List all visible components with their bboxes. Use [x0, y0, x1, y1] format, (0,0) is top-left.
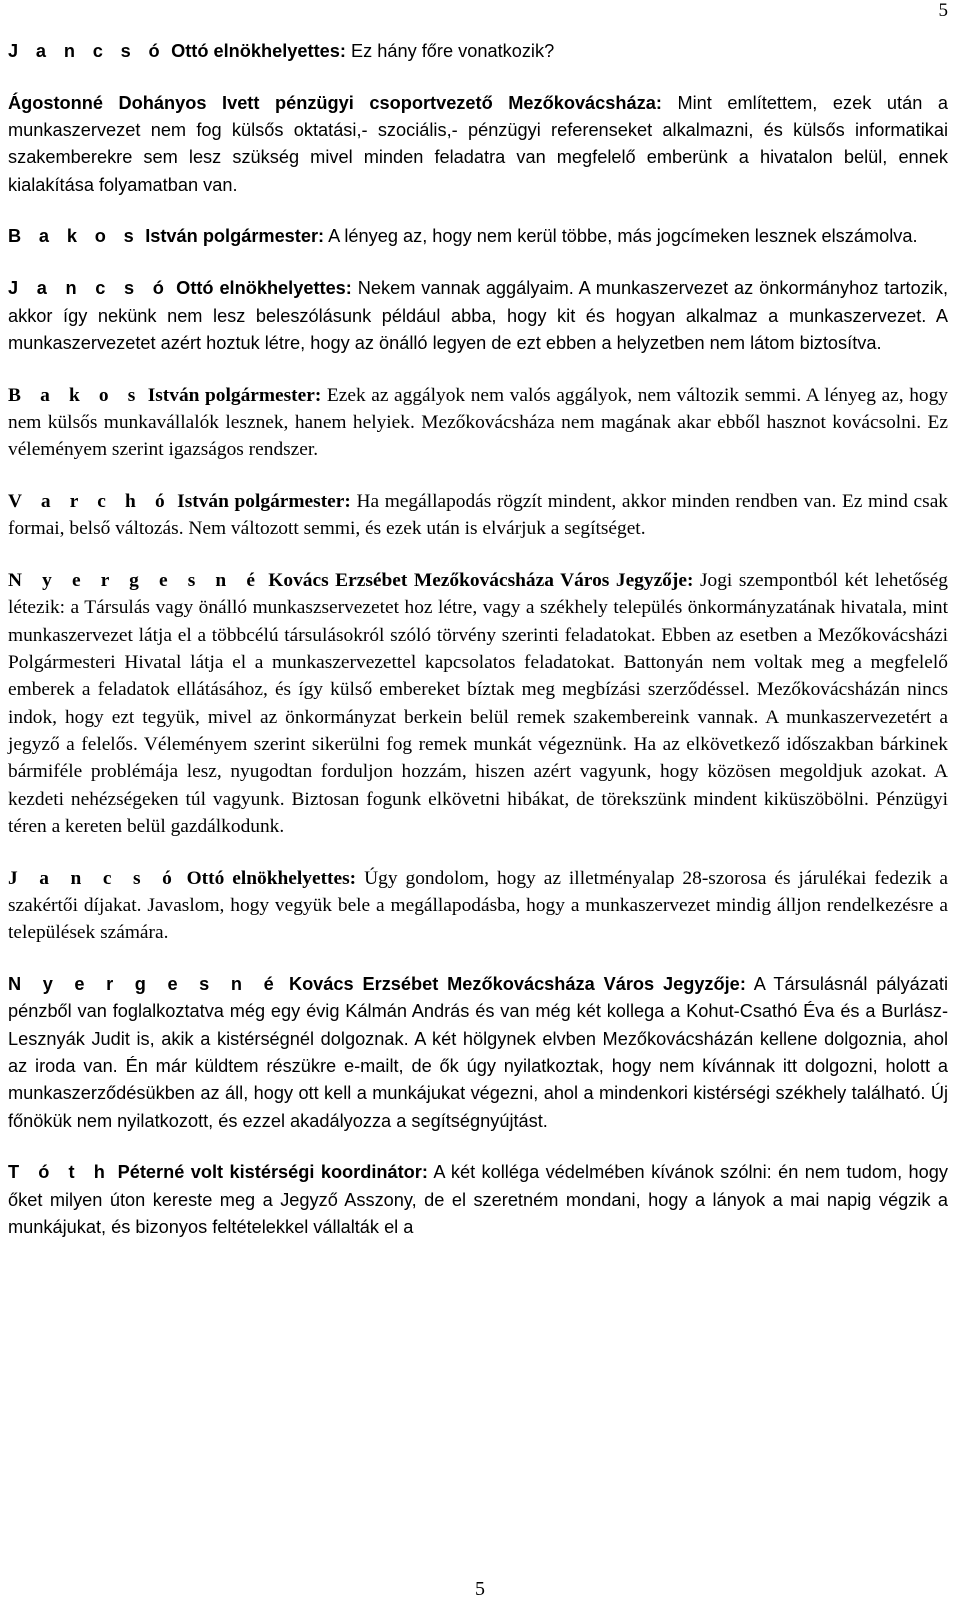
paragraph-text: Mint említettem, ezek után a munkaszervezet nem fog külsős oktatási,- szociális,- pénzügyi referenseket alkalmazni, és külsős informatikai szakemberekre sem lesz szükség mivel minden feladatra van megfelelő emberünk a hivatalon belül, ennek kialakítása folyamatban van.	[8, 92, 948, 195]
speaker-surname: B a k o s	[8, 226, 141, 247]
speaker-separator: :	[339, 41, 346, 61]
speaker-separator: :	[655, 92, 662, 113]
paragraph-text: Úgy gondolom, hogy az illetményalap 28-szorosa és járulékai fedezik a szakértői díjakat. Javaslom, hogy vegyük bele a megállapodásba, hogy a munkaszervezet mindig álljon rendelkezésre a települések számára.	[8, 867, 948, 944]
speaker-surname: N y e r g e s n é	[8, 570, 262, 592]
speaker-surname: J a n c s ó	[8, 867, 179, 889]
paragraph-text: Ez hány főre vonatkozik?	[345, 41, 555, 61]
speaker-title: Kovács Erzsébet Mezőkovácsháza Város Jegyzője	[288, 974, 740, 995]
speaker-surname: V a r c h ó	[8, 491, 172, 513]
speaker-title: Péterné volt kistérségi koordinátor:	[117, 1162, 428, 1183]
paragraph-text: A lényeg az, hogy nem kerül többe, más jogcímeken lesznek elszámolva.	[324, 226, 918, 247]
paragraph-text: A Társulásnál pályázati pénzből van foglalkoztatva még egy évig Kálmán András és van még két kollega a Kohut-Csathó Éva és a Burlász-Lesznyák Judit is, akik a kistérségnél dolgoznak. A két hölgynek elvben Mezőkovácsházán kellene dolgoznia, ahol az iroda van. Én már küldtem részükre e-mailt, de ők úgy nyilatkoztak, hogy nem kívánnak itt dolgozni, holott a munkaszerződésükben az áll, hogy ott kell a munkájukat végezni, ahol a mindenkori kistérségi székhely található. Új főnökük nem nyilatkozott, és ezzel akadályozza a segítségnyújtást.	[8, 974, 948, 1131]
speaker-separator: :	[349, 867, 357, 889]
paragraph-text: Ezek az aggályok nem valós aggályok, nem változik semmi. A lényeg az, hogy nem külsős munkavállalók lesznek, hanem helyiek. Mezőkovácsháza nem magának akar ebből hasznot kovácsolni. Ez véleményem szerint igazságos rendszer.	[8, 384, 948, 461]
speaker-paragraph	[8, 971, 948, 1135]
speaker-title: Ágostonné Dohányos Ivett pénzügyi csoportvezető Mezőkovácsháza	[8, 92, 656, 113]
speaker-title: István polgármester	[177, 491, 345, 513]
speaker-paragraph	[8, 38, 948, 65]
speaker-paragraph	[8, 488, 948, 543]
page-number-bottom: 5	[475, 1578, 485, 1600]
speaker-separator: :	[318, 226, 325, 247]
document-body	[8, 38, 948, 1266]
speaker-separator: :	[314, 384, 322, 406]
paragraph-text: Nekem vannak aggályaim. A munkaszervezet az önkormányhoz tartozik, akkor így nekünk nem lesz beleszólásunk például abba, hogy kit és hogyan alkalmaz a munkaszervezet. A munkaszervezetet azért hoztuk létre, hogy az önálló legyen de ezt ebben a helyzetben nem látom biztosítva.	[8, 278, 948, 353]
page-number-top: 5	[938, 0, 948, 21]
speaker-paragraph	[8, 223, 948, 250]
speaker-title: István polgármester	[147, 384, 315, 406]
speaker-surname: B a k o s	[8, 384, 143, 406]
speaker-paragraph	[8, 1159, 948, 1241]
speaker-separator: :	[739, 974, 746, 995]
paragraph-text: Jogi szempontból két lehetőség létezik: a Társulás vagy önálló munkaszservezetet hoz létre, vagy a székhely település önkormányzatának hivatala, mint munkaszervezet látja el a többcélú társulásokról szóló törvény szerinti feladatokat. Ebben az esetben a Mezőkovácsházi Polgármesteri Hivatal látja el a munkaszervezettel kapcsolatos feladatokat. Battonyán nem voltak meg a megfelelő emberek a feladatok ellátásához, és így külső embereket bíztak meg megbízási szerződéssel. Mezőkovácsházán nincs indok, hogy ezt tegyük, mivel az önkormányzat berkein belül remek szakembereink vannak. A munkaszervezetért a jegyző a felelős. Véleményem szerint sikerülni fog remek munkát végeznünk. Ha az elkövetkező időszakban bárkinek bármiféle problémája lesz, nyugodtan forduljon hozzám, hiszen azért vagyunk, hogy közösen megoldjuk azokat. A kezdeti nehézségeken túl vagyunk. Biztosan fogunk elkövetni hibákat, de törekszünk mindent kiküszöbölni. Pénzügyi téren a kereten belül gazdálkodunk.	[8, 570, 948, 837]
speaker-paragraph	[8, 275, 948, 357]
speaker-separator: :	[686, 570, 694, 592]
speaker-title: Ottó elnökhelyettes:	[176, 278, 352, 299]
speaker-surname: J a n c s ó	[8, 41, 167, 61]
speaker-paragraph	[8, 865, 948, 947]
speaker-paragraph	[8, 567, 948, 840]
speaker-title: Ottó elnökhelyettes	[186, 867, 350, 889]
speaker-paragraph	[8, 382, 948, 464]
speaker-surname: J a n c s ó	[8, 278, 171, 299]
speaker-title: Kovács Erzsébet Mezőkovácsháza Város Jegyzője	[268, 570, 687, 592]
speaker-surname: N y e r g e s n é	[8, 974, 281, 995]
speaker-separator: :	[344, 491, 351, 513]
paragraph-text: A két kolléga védelmében kívánok szólni: én nem tudom, hogy őket milyen úton kereste meg a Jegyző Asszony, de el szeretném mondani, hogy a lányok a mai napig végzik a munkájukat, és bizonyos feltételekkel vállalták el a	[8, 1162, 948, 1237]
speaker-title: István polgármester	[145, 226, 319, 247]
speaker-surname: T ó t h	[8, 1162, 112, 1183]
speaker-paragraph	[8, 90, 948, 199]
paragraph-text: Ha megállapodás rögzít mindent, akkor minden rendben van. Ez mind csak formai, belső változás. Nem változott semmi, és ezek után is elvárjuk a segítséget.	[8, 491, 948, 540]
speaker-title: Ottó elnökhelyettes	[171, 41, 340, 61]
